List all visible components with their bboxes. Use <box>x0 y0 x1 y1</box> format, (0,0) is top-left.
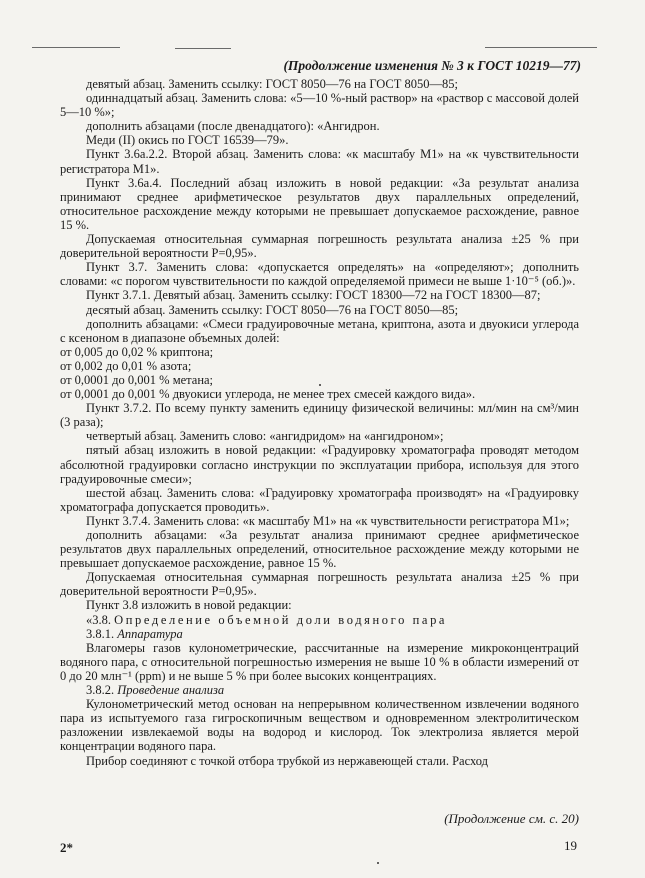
paragraph: четвертый абзац. Заменить слово: «ангидридом» на «ангидроном»; <box>86 429 444 444</box>
paragraph: Влагомеры газов кулонометрические, рассчитанные на измерение микроконцентраций водяного пара, с относительной погрешностью измерения не выше 10 % в области измерений от 0 до 20 млн⁻¹ (ppm) и не выше 5 % при более высоких концентрациях. <box>60 640 579 683</box>
subsection-heading <box>60 627 579 641</box>
paragraph: Пункт 3.6а.2.2. Второй абзац. Заменить слова: «к масштабу М1» на «к чувствительности регистратора М1». <box>60 147 579 176</box>
paragraph: Пункт 3.7.1. Девятый абзац. Заменить ссылку: ГОСТ 18300—72 на ГОСТ 18300—87; <box>86 288 541 303</box>
paragraph: одиннадцатый абзац. Заменить слова: «5—10 %-ный раствор» на «раствор с массовой долей 5—10 %»; <box>60 91 579 120</box>
range-line: от 0,005 до 0,02 % криптона; <box>60 344 214 359</box>
range-line: от 0,0001 до 0,001 % метана; <box>60 372 214 387</box>
paragraph: Кулонометрический метод основан на непрерывном количественном извлечении водяного пара из испытуемого газа гигроскопичным веществом и одновременном электролитическом разложении извлекаемой воды на водород и кислород. Ток электролиза является мерой концентрации водяного пара. <box>60 697 579 754</box>
top-rule-mid <box>175 48 231 49</box>
section-title: Определение объемной доли водяного пара <box>114 612 448 627</box>
continued-note: (Продолжение см. с. 20) <box>444 811 579 826</box>
paragraph: Пункт 3.7.4. Заменить слова: «к масштабу М1» на «к чувствительности регистратора М1»; <box>86 513 570 528</box>
paragraph: пятый абзац изложить в новой редакции: «Градуировку хроматографа проводят методом абсолютной градуировки согласно инструкции по эксплуатации прибора, используя для этого градуировочные смеси»; <box>60 443 579 486</box>
section-heading <box>60 613 579 627</box>
paragraph: дополнить абзацами: «Смеси градуировочные метана, криптона, азота и двуокиси углерода с ксеноном в диапазоне объемных долей: <box>60 316 579 345</box>
paragraph: Меди (II) окись по ГОСТ 16539—79». <box>86 133 289 148</box>
paragraph: Пункт 3.7. Заменить слова: «допускается определять» на «определяют»; дополнить словами: «с порогом чувствительности по каждой определяемой примеси не выше 1·10⁻⁵ (об.)». <box>60 260 579 289</box>
paragraph: Допускаемая относительная суммарная погрешность результата анализа ±25 % при доверительной вероятности P=0,95». <box>60 232 579 261</box>
range-line: от 0,002 до 0,01 % азота; <box>60 358 192 373</box>
top-rule-left <box>32 47 120 48</box>
body-text <box>60 77 579 768</box>
paragraph: Пункт 3.8 изложить в новой редакции: <box>86 598 292 613</box>
paragraph: десятый абзац. Заменить ссылку: ГОСТ 8050—76 на ГОСТ 8050—85; <box>86 302 459 317</box>
page-number: 19 <box>564 838 577 853</box>
subsection-heading <box>60 683 579 697</box>
subsection-title: Проведение анализа <box>117 683 225 698</box>
section-number: «3.8. <box>86 612 111 627</box>
paragraph: Пункт 3.7.2. По всему пункту заменить единицу физической величины: мл/мин на см³/мин (3 раза); <box>60 401 579 430</box>
print-speck <box>377 862 379 864</box>
print-speck <box>319 384 321 386</box>
paragraph: Прибор соединяют с точкой отбора трубкой из нержавеющей стали. Расход <box>86 753 488 768</box>
subsection-number: 3.8.1. <box>86 626 115 641</box>
paragraph: девятый абзац. Заменить ссылку: ГОСТ 8050—76 на ГОСТ 8050—85; <box>86 77 458 91</box>
subsection-title: Аппаратура <box>117 626 183 641</box>
paragraph: Пункт 3.6а.4. Последний абзац изложить в новой редакции: «За результат анализа принимают среднее арифметическое результатов двух параллельных определений, относительное расхождение между которыми не превышает допускаемое расхождение, равное 15 %. <box>60 175 579 232</box>
paragraph: дополнить абзацами (после двенадцатого): «Ангидрон. <box>86 119 380 134</box>
paragraph: дополнить абзацами: «За результат анализа принимают среднее арифметическое результатов двух параллельных определений, относительное расхождение между которыми не превышает допускаемое расхождение, равное 15 %. <box>60 528 579 571</box>
paragraph: шестой абзац. Заменить слова: «Градуировку хроматографа производят» на «Градуировку хроматографа допускается проводить». <box>60 485 579 514</box>
range-line: от 0,0001 до 0,001 % двуокиси углерода, не менее трех смесей каждого вида». <box>60 387 476 402</box>
signature-mark: 2* <box>60 840 73 855</box>
subsection-number: 3.8.2. <box>86 683 115 698</box>
top-rule-right <box>485 47 597 48</box>
running-header: (Продолжение изменения № 3 к ГОСТ 10219—77) <box>283 58 581 73</box>
paragraph: Допускаемая относительная суммарная погрешность результата анализа ±25 % при доверительной вероятности P=0,95». <box>60 570 579 599</box>
